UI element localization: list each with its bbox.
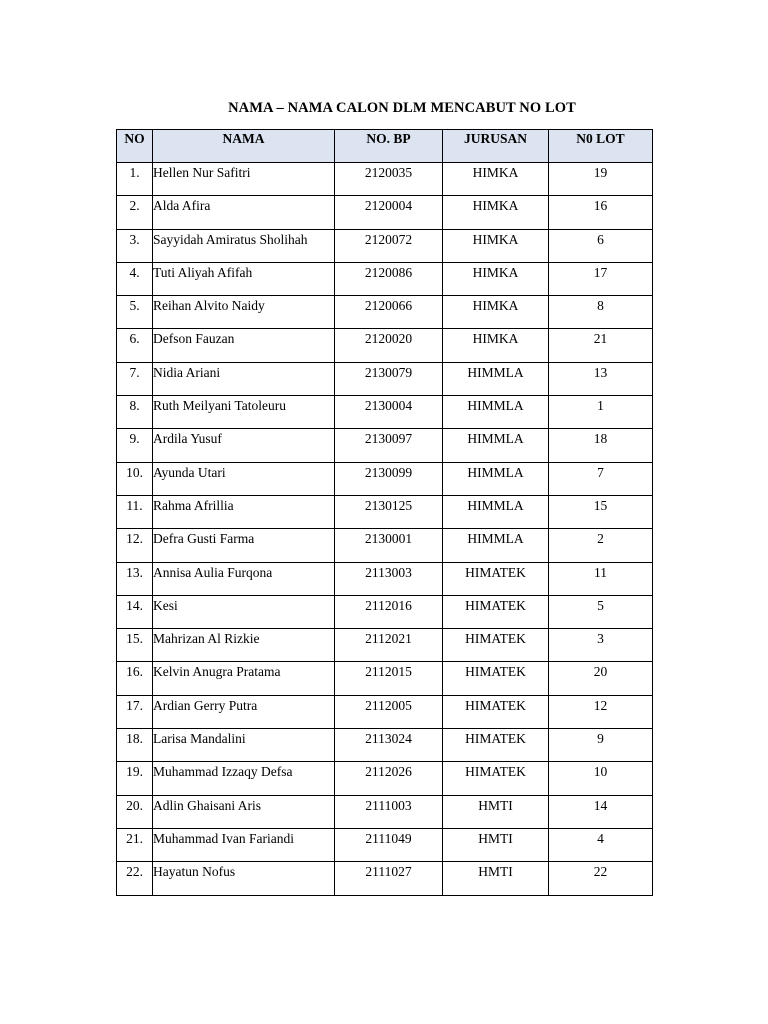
cell-no: 14. [117,595,153,628]
cell-no-bp: 2130097 [335,429,443,462]
table-row [117,562,653,595]
cell-no: 1. [117,163,153,196]
cell-no-lot: 10 [549,762,653,795]
cell-no: 7. [117,362,153,395]
cell-nama: Nidia Ariani [153,362,335,395]
cell-jurusan: HIMKA [443,196,549,229]
cell-no-lot: 22 [549,862,653,895]
cell-no-bp: 2112026 [335,762,443,795]
cell-no-bp: 2120020 [335,329,443,362]
cell-no: 12. [117,529,153,562]
cell-no-lot: 21 [549,329,653,362]
cell-no-lot: 2 [549,529,653,562]
table-row [117,196,653,229]
cell-nama: Mahrizan Al Rizkie [153,629,335,662]
table-row [117,362,653,395]
cell-nama: Reihan Alvito Naidy [153,296,335,329]
cell-nama: Larisa Mandalini [153,729,335,762]
cell-no-lot: 12 [549,695,653,728]
cell-no-bp: 2120086 [335,262,443,295]
cell-no: 4. [117,262,153,295]
cell-no-bp: 2130125 [335,495,443,528]
cell-jurusan: HIMATEK [443,695,549,728]
cell-nama: Muhammad Izzaqy Defsa [153,762,335,795]
cell-no: 22. [117,862,153,895]
cell-no-lot: 7 [549,462,653,495]
cell-no-bp: 2112005 [335,695,443,728]
cell-jurusan: HMTI [443,828,549,861]
cell-no-lot: 20 [549,662,653,695]
cell-jurusan: HIMKA [443,163,549,196]
table-row [117,695,653,728]
table-row [117,828,653,861]
cell-no-lot: 15 [549,495,653,528]
cell-no-bp: 2130099 [335,462,443,495]
cell-nama: Rahma Afrillia [153,495,335,528]
cell-no: 9. [117,429,153,462]
cell-nama: Hayatun Nofus [153,862,335,895]
cell-no-bp: 2120004 [335,196,443,229]
cell-no-lot: 8 [549,296,653,329]
header-no: NO [117,130,153,163]
cell-no-bp: 2113003 [335,562,443,595]
table-row [117,329,653,362]
cell-jurusan: HIMMLA [443,396,549,429]
cell-jurusan: HIMKA [443,262,549,295]
table-row [117,462,653,495]
table-row [117,729,653,762]
cell-no: 18. [117,729,153,762]
table-row [117,795,653,828]
table-body [117,163,653,896]
table-row [117,262,653,295]
cell-no-lot: 13 [549,362,653,395]
cell-no-lot: 6 [549,229,653,262]
cell-jurusan: HIMKA [443,229,549,262]
cell-jurusan: HIMMLA [443,529,549,562]
document-title: NAMA – NAMA CALON DLM MENCABUT NO LOT [228,100,576,116]
cell-nama: Defson Fauzan [153,329,335,362]
cell-nama: Alda Afira [153,196,335,229]
cell-no-bp: 2111049 [335,828,443,861]
cell-no: 5. [117,296,153,329]
table-row [117,229,653,262]
cell-no-lot: 11 [549,562,653,595]
header-nama: NAMA [153,130,335,163]
cell-nama: Ardian Gerry Putra [153,695,335,728]
cell-no-bp: 2111003 [335,795,443,828]
cell-no-lot: 16 [549,196,653,229]
cell-no-lot: 1 [549,396,653,429]
cell-jurusan: HIMMLA [443,362,549,395]
cell-no-bp: 2120072 [335,229,443,262]
cell-no-bp: 2130079 [335,362,443,395]
cell-no: 3. [117,229,153,262]
cell-jurusan: HIMATEK [443,762,549,795]
cell-no-bp: 2130004 [335,396,443,429]
cell-nama: Defra Gusti Farma [153,529,335,562]
cell-jurusan: HIMKA [443,296,549,329]
cell-no: 19. [117,762,153,795]
table-row [117,429,653,462]
cell-nama: Sayyidah Amiratus Sholihah [153,229,335,262]
table-row [117,662,653,695]
cell-nama: Kelvin Anugra Pratama [153,662,335,695]
cell-jurusan: HIMKA [443,329,549,362]
cell-no: 2. [117,196,153,229]
cell-jurusan: HIMATEK [443,629,549,662]
cell-jurusan: HIMATEK [443,595,549,628]
cell-nama: Adlin Ghaisani Aris [153,795,335,828]
cell-no-bp: 2120035 [335,163,443,196]
cell-nama: Ardila Yusuf [153,429,335,462]
cell-no-bp: 2120066 [335,296,443,329]
table-row [117,495,653,528]
table-row [117,163,653,196]
header-jurusan: JURUSAN [443,130,549,163]
cell-no-bp: 2112015 [335,662,443,695]
cell-jurusan: HIMATEK [443,562,549,595]
cell-no: 17. [117,695,153,728]
cell-nama: Tuti Aliyah Afifah [153,262,335,295]
cell-no-bp: 2112016 [335,595,443,628]
table-row [117,629,653,662]
cell-no: 13. [117,562,153,595]
cell-no-bp: 2111027 [335,862,443,895]
cell-no-lot: 19 [549,163,653,196]
cell-jurusan: HIMATEK [443,729,549,762]
cell-nama: Annisa Aulia Furqona [153,562,335,595]
cell-no: 10. [117,462,153,495]
cell-nama: Ayunda Utari [153,462,335,495]
cell-no: 16. [117,662,153,695]
table-row [117,296,653,329]
cell-jurusan: HIMMLA [443,429,549,462]
cell-no-lot: 9 [549,729,653,762]
cell-no: 20. [117,795,153,828]
cell-no: 15. [117,629,153,662]
cell-no-lot: 18 [549,429,653,462]
cell-no-lot: 5 [549,595,653,628]
cell-nama: Ruth Meilyani Tatoleuru [153,396,335,429]
table-row [117,862,653,895]
table-row [117,595,653,628]
cell-no-bp: 2112021 [335,629,443,662]
header-no-lot: N0 LOT [549,130,653,163]
cell-jurusan: HIMMLA [443,462,549,495]
cell-no-lot: 3 [549,629,653,662]
cell-jurusan: HMTI [443,795,549,828]
cell-no: 11. [117,495,153,528]
cell-jurusan: HMTI [443,862,549,895]
cell-jurusan: HIMATEK [443,662,549,695]
cell-jurusan: HIMMLA [443,495,549,528]
cell-no: 21. [117,828,153,861]
cell-nama: Muhammad Ivan Fariandi [153,828,335,861]
lot-draw-table [116,129,653,896]
cell-no-lot: 4 [549,828,653,861]
table-header-row [117,130,653,163]
cell-no-lot: 14 [549,795,653,828]
table-row [117,529,653,562]
cell-no: 6. [117,329,153,362]
cell-no: 8. [117,396,153,429]
header-no-bp: NO. BP [335,130,443,163]
table-row [117,396,653,429]
cell-nama: Kesi [153,595,335,628]
cell-nama: Hellen Nur Safitri [153,163,335,196]
table-row [117,762,653,795]
cell-no-lot: 17 [549,262,653,295]
cell-no-bp: 2130001 [335,529,443,562]
cell-no-bp: 2113024 [335,729,443,762]
